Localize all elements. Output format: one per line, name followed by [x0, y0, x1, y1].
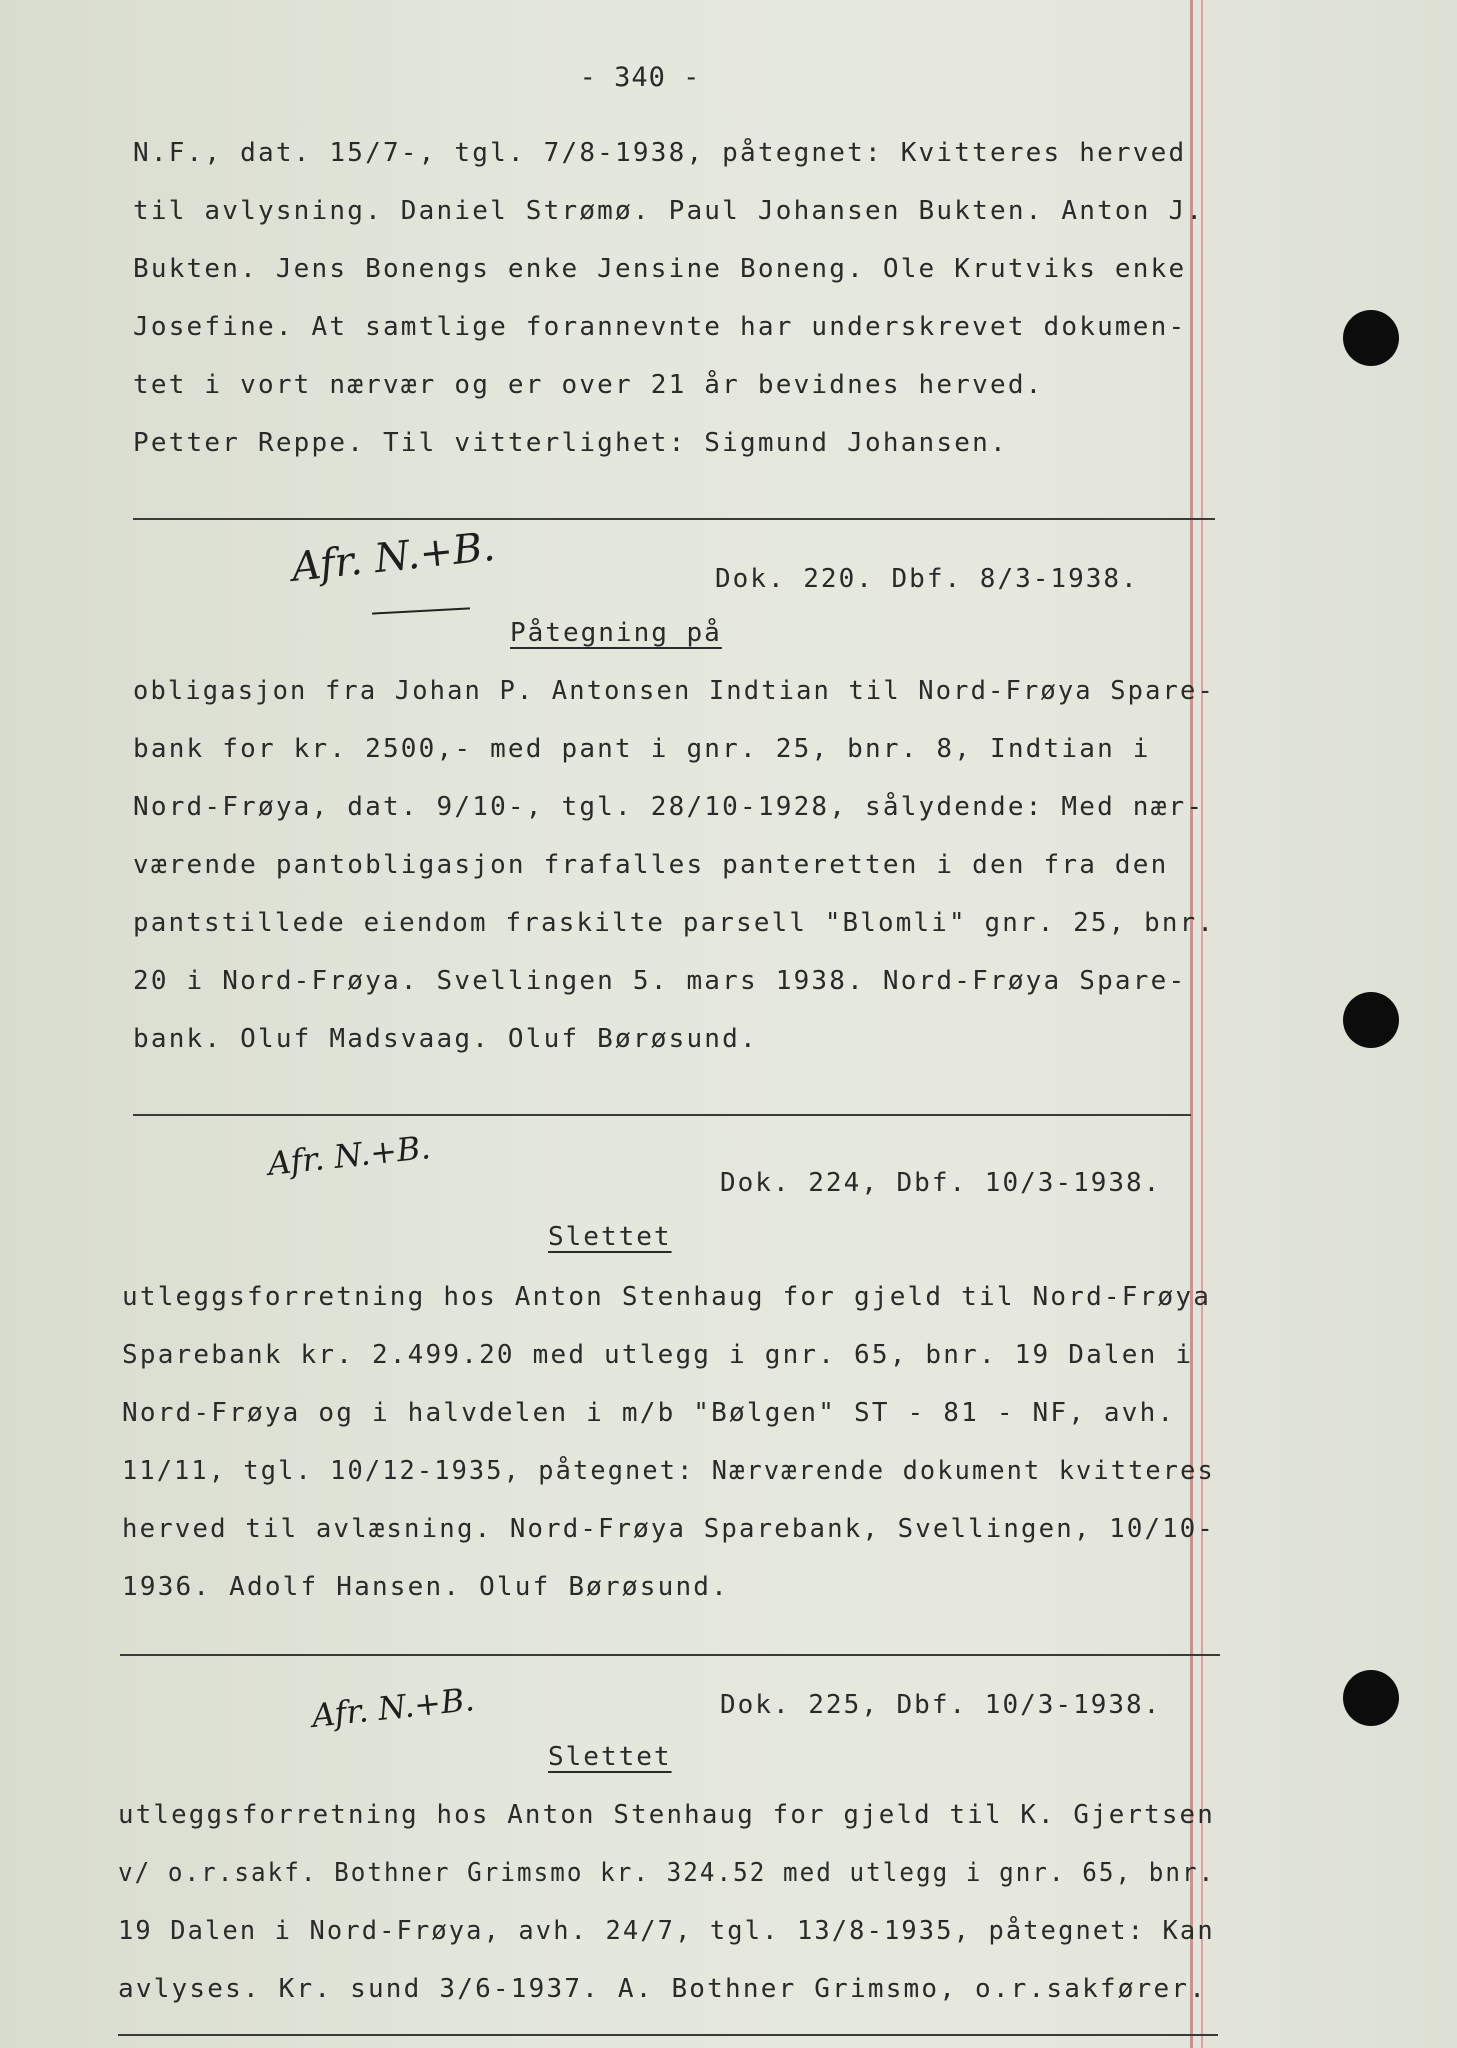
text-line: Nord-Frøya og i halvdelen i m/b "Bølgen" ST - 81 - NF, avh. — [122, 1398, 1176, 1428]
document-reference: Dok. 220. Dbf. 8/3-1938. — [715, 564, 1139, 594]
text-line: til avlysning. Daniel Strømø. Paul Johansen Bukten. Anton J. — [133, 196, 1205, 226]
text-line: Bukten. Jens Bonengs enke Jensine Boneng. Ole Krutviks enke — [133, 254, 1187, 284]
text-line: utleggsforretning hos Anton Stenhaug for gjeld til Nord-Frøya — [122, 1282, 1212, 1312]
document-reference: Dok. 225, Dbf. 10/3-1938. — [720, 1690, 1162, 1720]
text-line: utleggsforretning hos Anton Stenhaug for gjeld til K. Gjertsen — [118, 1800, 1215, 1830]
handwritten-note: Afr. N.+B. — [289, 523, 498, 591]
text-line: 20 i Nord-Frøya. Svellingen 5. mars 1938. Nord-Frøya Spare- — [133, 966, 1187, 996]
entry-heading: Påtegning på — [510, 618, 722, 648]
margin-line — [1201, 0, 1203, 2048]
margin-line — [1190, 0, 1193, 2048]
text-line: Petter Reppe. Til vitterlighet: Sigmund Johansen. — [133, 428, 1008, 458]
divider-rule — [133, 518, 1215, 520]
punch-hole — [1343, 992, 1399, 1048]
document-reference: Dok. 224, Dbf. 10/3-1938. — [720, 1168, 1162, 1198]
note-underline — [372, 607, 470, 614]
entry-heading: Slettet — [548, 1742, 672, 1772]
text-line: tet i vort nærvær og er over 21 år bevidnes herved. — [133, 370, 1044, 400]
entry-heading: Slettet — [548, 1222, 672, 1252]
handwritten-note: Afr. N.+B. — [266, 1128, 433, 1183]
handwritten-note: Afr. N.+B. — [310, 1680, 477, 1735]
text-line: bank for kr. 2500,- med pant i gnr. 25, bnr. 8, Indtian i — [133, 734, 1151, 764]
text-line: 11/11, tgl. 10/12-1935, påtegnet: Nærværende dokument kvitteres — [122, 1456, 1215, 1486]
punch-hole — [1343, 310, 1399, 366]
divider-rule — [118, 2034, 1218, 2036]
text-line: Sparebank kr. 2.499.20 med utlegg i gnr. 65, bnr. 19 Dalen i — [122, 1340, 1194, 1370]
text-line: v/ o.r.sakf. Bothner Grimsmo kr. 324.52 med utlegg i gnr. 65, bnr. — [118, 1858, 1216, 1888]
text-line: 19 Dalen i Nord-Frøya, avh. 24/7, tgl. 13/8-1935, påtegnet: Kan — [118, 1916, 1215, 1946]
divider-rule — [133, 1114, 1191, 1116]
text-line: 1936. Adolf Hansen. Oluf Børøsund. — [122, 1572, 730, 1602]
text-line: obligasjon fra Johan P. Antonsen Indtian til Nord-Frøya Spare- — [133, 676, 1215, 706]
divider-rule — [120, 1654, 1220, 1656]
text-line: herved til avlæsning. Nord-Frøya Sparebank, Svellingen, 10/10- — [122, 1514, 1215, 1544]
text-line: N.F., dat. 15/7-, tgl. 7/8-1938, påtegnet: Kvitteres herved — [133, 138, 1187, 168]
text-line: avlyses. Kr. sund 3/6-1937. A. Bothner Grimsmo, o.r.sakfører. — [118, 1974, 1208, 2004]
text-line: værende pantobligasjon frafalles panteretten i den fra den — [133, 850, 1169, 880]
text-line: bank. Oluf Madsvaag. Oluf Børøsund. — [133, 1024, 758, 1054]
text-line: Nord-Frøya, dat. 9/10-, tgl. 28/10-1928, sålydende: Med nær- — [133, 792, 1205, 822]
punch-hole — [1343, 1670, 1399, 1726]
text-line: pantstillede eiendom fraskilte parsell "Blomli" gnr. 25, bnr. — [133, 908, 1216, 938]
page-number: - 340 - — [579, 62, 701, 93]
text-line: Josefine. At samtlige forannevnte har underskrevet dokumen- — [133, 312, 1187, 342]
